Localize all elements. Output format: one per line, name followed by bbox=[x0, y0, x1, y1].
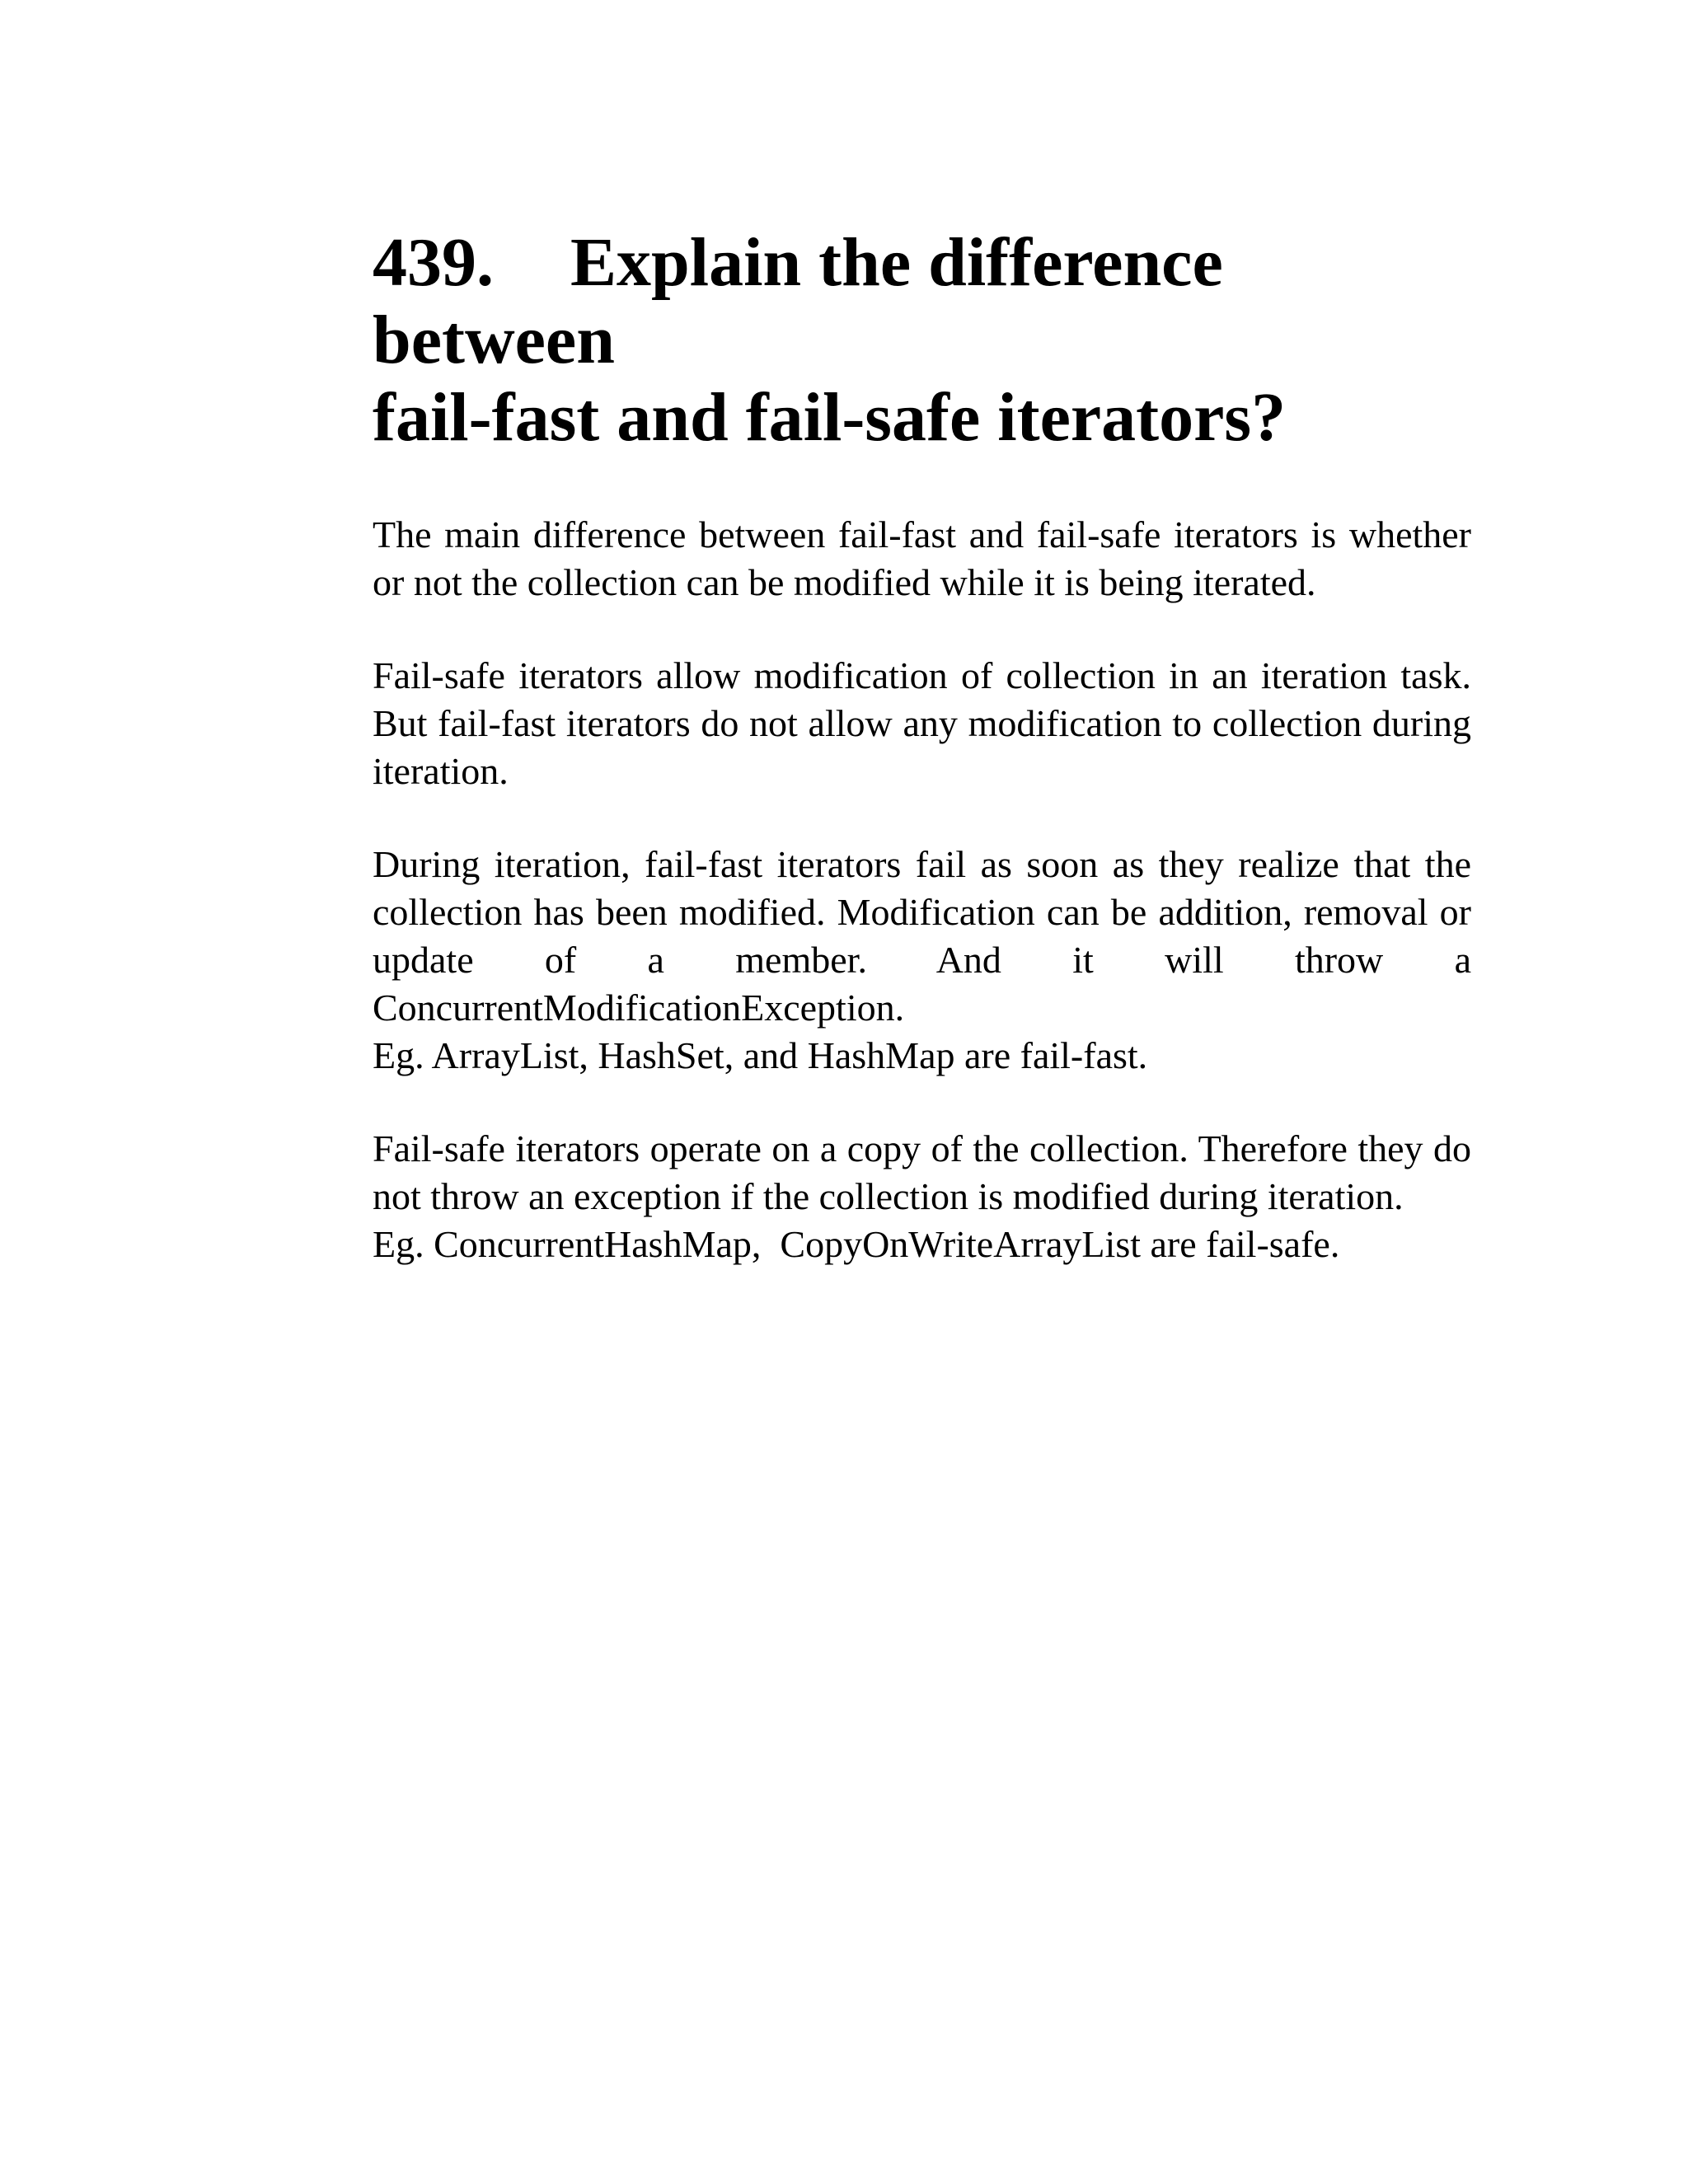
page-content bbox=[373, 224, 1471, 1268]
paragraph-main-difference: The main difference between fail-fast and fail-safe iterators is whether or not the collection can be modified while it is being iterated. bbox=[373, 513, 1471, 603]
paragraph-fail-fast-example: Eg. ArrayList, HashSet, and HashMap are fail-fast. bbox=[373, 1034, 1148, 1076]
question-heading bbox=[373, 224, 1471, 457]
question-title-line1: Explain the difference between bbox=[373, 224, 1223, 378]
paragraph-fail-fast-behavior: During iteration, fail-fast iterators fail as soon as they realize that the collection has been modified. Modification can be addition, removal or update of a member. And it will throw a ConcurrentModificationException. bbox=[373, 843, 1471, 1029]
question-number: 439. bbox=[373, 224, 494, 301]
paragraph-fail-safe-example: Eg. ConcurrentHashMap, CopyOnWriteArrayList are fail-safe. bbox=[373, 1223, 1340, 1265]
paragraph-fail-safe-copy: Fail-safe iterators operate on a copy of the collection. Therefore they do not throw an exception if the collection is modified during iteration. bbox=[373, 1127, 1471, 1217]
question-title-line2: fail-fast and fail-safe iterators? bbox=[373, 379, 1287, 456]
paragraph-fail-safe-allow: Fail-safe iterators allow modification of collection in an iteration task. But fail-fast iterators do not allow any modification to collection during iteration. bbox=[373, 654, 1471, 792]
